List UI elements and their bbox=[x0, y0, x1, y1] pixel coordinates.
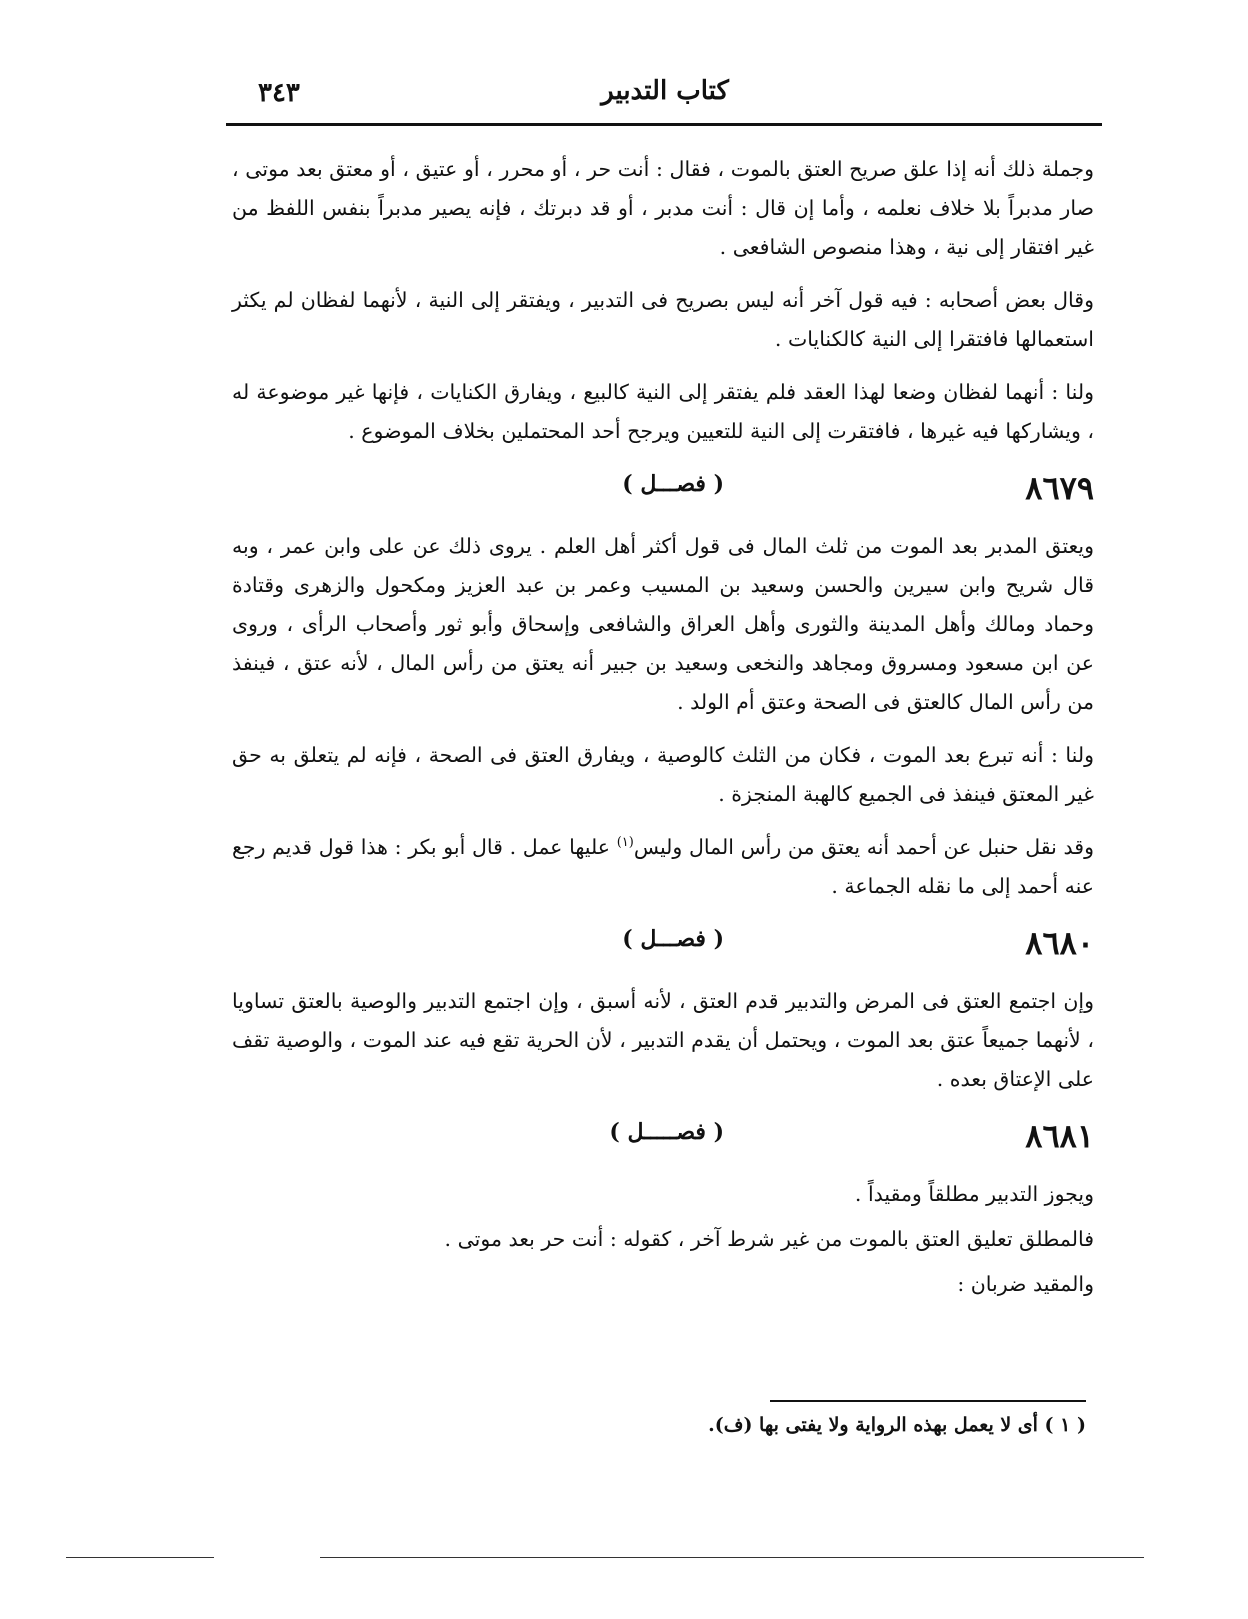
section-heading-8679 bbox=[232, 465, 1094, 517]
section-number: ٨٦٨١ bbox=[1025, 1117, 1094, 1155]
paragraph: ويجوز التدبير مطلقاً ومقيداً . bbox=[854, 1182, 1094, 1206]
paragraph: فالمطلق تعليق العتق بالموت من غير شرط آخر ، كقوله : أنت حر بعد موتى . bbox=[444, 1227, 1094, 1251]
footnote-rule bbox=[770, 1400, 1086, 1402]
section-label: ( فصـــــل ) bbox=[609, 1119, 724, 1145]
section-number: ٨٦٨٠ bbox=[1025, 924, 1094, 962]
page-header bbox=[228, 72, 1102, 118]
paragraph: وجملة ذلك أنه إذا علق صريح العتق بالموت ، فقال : أنت حر ، أو محرر ، أو عتيق ، أو معتق بعد موتى ، صار مدبراً بلا خلاف نعلمه ، وأما إن قال : أنت مدبر ، أو قد دبرتك ، فإنه يصير مدبراً بنفس اللفظ من غير افتقار إلى نية ، وهذا منصوص الشافعى . bbox=[232, 157, 1094, 259]
paragraph-text: عليها عمل . قال أبو بكر : هذا قول قديم رجع عنه أحمد إلى ما نقله الجماعة . bbox=[232, 835, 1094, 898]
page-body bbox=[232, 150, 1094, 1318]
section-number: ٨٦٧٩ bbox=[1025, 469, 1094, 507]
section-label: ( فصـــل ) bbox=[622, 926, 724, 952]
page-number: ٣٤٣ bbox=[258, 78, 300, 108]
running-title: كتاب التدبير bbox=[601, 76, 729, 106]
paragraph: ولنا : أنهما لفظان وضعا لهذا العقد فلم يفتقر إلى النية كالبيع ، ويفارق الكنايات ، فإنها غير موضوعة له ، ويشاركها فيه غيرها ، فافتقرت إلى النية للتعيين ويرجح أحد المحتملين بخلاف الموضوع . bbox=[232, 380, 1095, 443]
paragraph: وقال بعض أصحابه : فيه قول آخر أنه ليس بصريح فى التدبير ، ويفتقر إلى النية ، لأنهما لفظان لم يكثر استعمالها فافتقرا إلى النية كالكنايات . bbox=[232, 288, 1094, 351]
header-rule bbox=[226, 123, 1102, 126]
paragraph: ويعتق المدبر بعد الموت من ثلث المال فى قول أكثر أهل العلم . يروى ذلك عن على وابن عمر ، وبه قال شريح وابن سيرين والحسن وسعيد بن المسيب وعمر بن عبد العزيز ومكحول والزهرى وقتادة وحماد ومالك وأهل المدينة والثورى وأهل العراق والشافعى وإسحاق وأبو ثور وأصحاب الرأى ، وروى عن ابن مسعود ومسروق ومجاهد والنخعى وسعيد بن جبير أنه يعتق من رأس المال ، لأنه عتق ، فينفذ من رأس المال كالعتق فى الصحة وعتق أم الولد . bbox=[232, 534, 1094, 714]
paragraph: ولنا : أنه تبرع بعد الموت ، فكان من الثلث كالوصية ، ويفارق العتق فى الصحة ، فإنه لم يتعلق به حق غير المعتق فينفذ فى الجميع كالهبة المنجزة . bbox=[232, 743, 1094, 806]
bottom-rule bbox=[320, 1557, 1144, 1558]
section-heading-8681 bbox=[232, 1113, 1094, 1165]
bottom-rule bbox=[66, 1557, 214, 1558]
section-label: ( فصـــل ) bbox=[622, 471, 724, 497]
footnote-reference[interactable]: (١) bbox=[616, 835, 634, 851]
paragraph-text: وقد نقل حنبل عن أحمد أنه يعتق من رأس المال وليس bbox=[633, 835, 1094, 859]
footnote: ( ١ ) أى لا يعمل بهذه الرواية ولا يفتى بها (ف). bbox=[708, 1414, 1086, 1436]
paragraph: والمقيد ضربان : bbox=[957, 1272, 1094, 1296]
paragraph: وإن اجتمع العتق فى المرض والتدبير قدم العتق ، لأنه أسبق ، وإن اجتمع التدبير والوصية بالعتق تساويا ، لأنهما جميعاً عتق بعد الموت ، ويحتمل أن يقدم التدبير ، لأن الحرية تقع فيه عند الموت ، والوصية تقف على الإعتاق بعده . bbox=[232, 989, 1094, 1091]
paragraph-with-footnote-ref bbox=[232, 828, 1094, 906]
section-heading-8680 bbox=[232, 920, 1094, 972]
